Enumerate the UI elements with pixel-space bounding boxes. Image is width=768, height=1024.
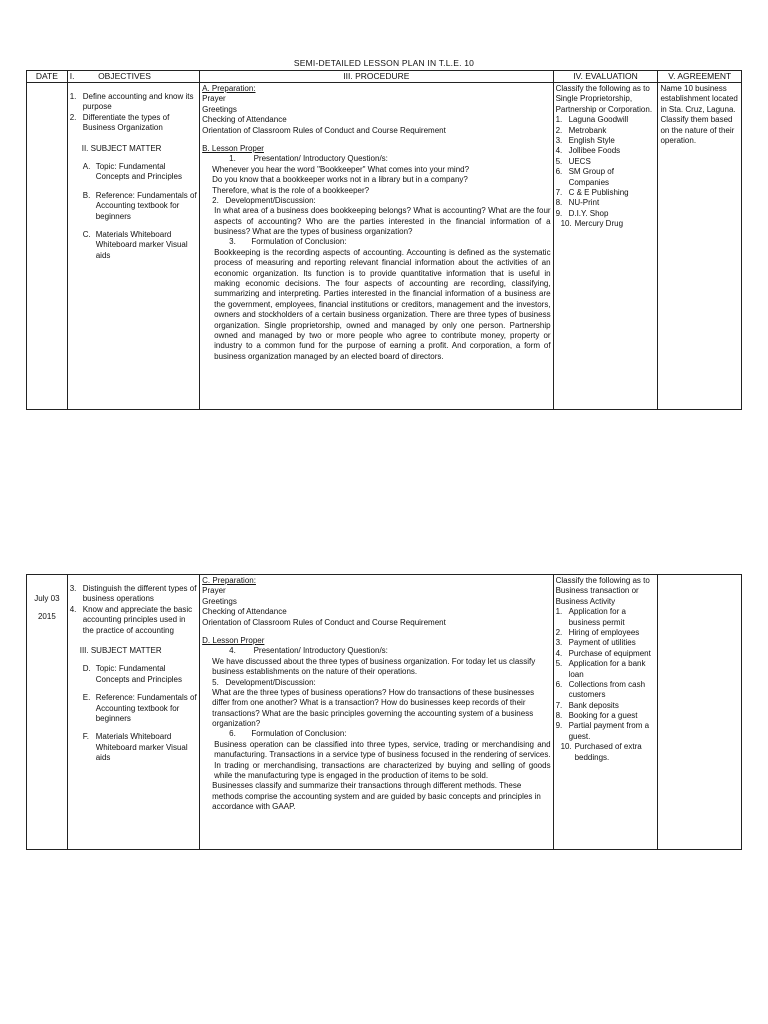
evaluation-number: 10. <box>560 742 572 752</box>
header-date: DATE <box>27 71 68 83</box>
lesson-plan-table-2 <box>26 574 742 850</box>
evaluation-number: 2. <box>555 125 563 135</box>
evaluation-number: 1. <box>555 115 563 125</box>
agreement-cell <box>658 83 742 410</box>
procedure-paragraph: In what area of a business does bookkeeping belongs? What is accounting? What are the four aspects of accounting? Who are the parties interested in the financial information of a business? What are the types of business organization? <box>214 206 551 237</box>
objective-number: 3. <box>69 584 77 593</box>
evaluation-number: 5. <box>555 659 563 669</box>
subject-matter-item <box>70 230 197 261</box>
evaluation-text: Application for a business permit <box>568 607 626 627</box>
evaluation-number: 2. <box>555 627 563 637</box>
evaluation-text: Laguna Goodwill <box>568 115 629 125</box>
objective-item <box>70 605 197 636</box>
subject-matter-letter: F. <box>82 732 89 742</box>
evaluation-number: 6. <box>555 167 563 177</box>
procedure-line: Do you know that a bookkeeper works not in a library but in a company? <box>212 175 468 185</box>
objective-text: Distinguish the different types of business operations <box>82 584 197 604</box>
evaluation-text: NU-Print <box>568 198 600 208</box>
subject-matter-text: Materials Whiteboard Whiteboard marker Visual aids <box>95 732 188 763</box>
step-heading: 4. Presentation/ Introductory Question/s: <box>229 646 388 656</box>
preparation-heading: A. Preparation: <box>202 84 256 93</box>
procedure-paragraph: We have discussed about the three types of business organization. For today let us classify business establishments on the nature of their operations. <box>212 656 536 677</box>
objective-item <box>70 584 197 605</box>
evaluation-item <box>556 188 656 198</box>
subject-matter-text: Reference: Fundamentals of Accounting textbook for beginners <box>95 190 197 221</box>
evaluation-item <box>556 628 656 638</box>
evaluation-item <box>556 638 656 648</box>
evaluation-instructions: Classify the following as to Single Proprietorship, Partnership or Corporation. <box>555 84 653 114</box>
evaluation-text: Jollibee Foods <box>568 146 621 156</box>
evaluation-text: Hiring of employees <box>568 627 640 637</box>
evaluation-number: 10. <box>560 219 572 229</box>
objective-text: Differentiate the types of Business Organization <box>82 112 170 133</box>
evaluation-item <box>556 659 656 680</box>
agreement-cell <box>658 575 742 850</box>
evaluation-number: 3. <box>555 135 563 145</box>
subject-matter-item <box>70 664 197 685</box>
procedure-cell <box>200 575 553 850</box>
subject-matter-letter: E. <box>82 693 91 703</box>
evaluation-text: SM Group of Companies <box>568 167 614 187</box>
evaluation-item <box>556 649 656 659</box>
procedure-line: Checking of Attendance <box>202 115 287 125</box>
date-value: July 03 <box>34 594 60 603</box>
objective-text: Define accounting and know its purpose <box>82 92 194 112</box>
procedure-line: Greetings <box>202 596 237 606</box>
subject-matter-item <box>70 191 197 222</box>
procedure-paragraph: What are the three types of business operations? How do transactions of these businesses differ from one another? What is a transaction? How do businesses keep records of their transactions? What are the basic principles governing the accounting system of a business organization? <box>212 687 535 729</box>
evaluation-cell <box>553 575 658 850</box>
evaluation-text: Bank deposits <box>568 700 619 710</box>
evaluation-item <box>556 136 656 146</box>
header-evaluation: IV. EVALUATION <box>553 71 658 83</box>
subject-matter-letter: B. <box>82 190 91 200</box>
evaluation-number: 4. <box>555 146 563 156</box>
step-heading: 6. Formulation of Conclusion: <box>229 729 347 739</box>
procedure-cell <box>200 83 553 410</box>
evaluation-text: UECS <box>568 156 591 166</box>
evaluation-item <box>556 607 656 628</box>
evaluation-number: 7. <box>555 700 563 710</box>
procedure-line: Whenever you hear the word "Bookkeeper" What comes into your mind? <box>212 164 470 174</box>
subject-matter-text: Topic: Fundamental Concepts and Principles <box>95 664 183 684</box>
date-cell <box>27 575 68 850</box>
header-row <box>27 71 742 83</box>
evaluation-text: Mercury Drug <box>574 219 624 229</box>
evaluation-number: 9. <box>555 208 563 218</box>
date-cell <box>27 83 68 410</box>
plan-row <box>27 575 742 850</box>
evaluation-item <box>556 126 656 136</box>
subject-matter-item <box>70 693 197 724</box>
evaluation-number: 8. <box>555 198 563 208</box>
evaluation-text: English Style <box>568 135 615 145</box>
evaluation-item <box>556 701 656 711</box>
evaluation-text: Application for a bank loan <box>568 659 646 679</box>
lesson-plan-table-1 <box>26 70 742 410</box>
evaluation-number: 5. <box>555 156 563 166</box>
preparation-heading: C. Preparation: <box>202 576 256 585</box>
evaluation-item <box>556 198 656 208</box>
objective-number: 2. <box>69 112 77 122</box>
evaluation-text: Purchased of extra beddings. <box>574 742 642 762</box>
procedure-paragraph: Businesses classify and summarize their transactions through different methods. These methods comprise the accounting system and are guided by basic concepts and principles in accordance with GAAP. <box>212 781 541 812</box>
subject-matter-letter: A. <box>82 161 91 171</box>
evaluation-cell <box>553 83 658 410</box>
evaluation-text: C & E Publishing <box>568 187 629 197</box>
evaluation-item <box>556 167 656 188</box>
objective-number: 4. <box>69 604 77 614</box>
procedure-line: Checking of Attendance <box>202 607 287 617</box>
lesson-proper-heading: D. Lesson Proper <box>202 635 265 645</box>
evaluation-text: Purchase of equipment <box>568 648 651 658</box>
objective-text: Know and appreciate the basic accounting principles used in the practice of accounting <box>82 604 193 635</box>
objective-number: 1. <box>69 92 77 101</box>
evaluation-item <box>556 721 656 742</box>
procedure-paragraph: Business operation can be classified into three types, service, trading or merchandising and manufacturing. Transactions in a service type of business focused in the rendering of services. In trading or merchandising, transactions are characterized by buying and selling of goods while the manufacturing type is engaged in the production of items to be sold. <box>214 739 551 781</box>
subject-matter-item <box>70 732 197 763</box>
objective-item <box>70 92 197 113</box>
procedure-line: Prayer <box>202 94 226 104</box>
evaluation-text: Collections from cash customers <box>568 679 646 700</box>
subject-matter-heading: III. SUBJECT MATTER <box>79 645 162 655</box>
evaluation-item <box>556 711 656 721</box>
procedure-line: Therefore, what is the role of a bookkeeper? <box>212 185 370 195</box>
subject-matter-letter: D. <box>82 664 91 674</box>
subject-matter-text: Reference: Fundamentals of Accounting textbook for beginners <box>95 693 197 723</box>
objective-item <box>70 113 197 134</box>
procedure-line: Greetings <box>202 104 237 114</box>
evaluation-number: 9. <box>555 721 563 731</box>
evaluation-text: Booking for a guest <box>568 711 638 721</box>
procedure-paragraph: Bookkeeping is the recording aspects of accounting. Accounting is defined as the systematic process of measuring and reporting relevant financial information about the activities of an economic organization. Its function is to provide quantitative information that is useful in making economic decisions. The four aspects of accounting are recording, classifying, summarizing and interpreting. Parties interested in the financial information of a business are the government, employees, financial institutions or creditors, management and the investors, owners and stockholders of a certain business organization. There are three types of business organization. Single proprietorship, owned and managed by only one person. Partnership owned and managed by two or more people who agree to contribute money, property or industry to a common fund for the purpose of earning a profit. And corporation, a form of business organization managed by an elected board of directors. <box>214 247 551 361</box>
evaluation-number: 4. <box>555 648 563 658</box>
evaluation-number: 6. <box>555 679 563 689</box>
evaluation-instructions: Classify the following as to Business transaction or Business Activity <box>555 576 650 606</box>
subject-matter-item <box>70 162 197 183</box>
step-heading: 1. Presentation/ Introductory Question/s: <box>229 154 388 164</box>
document-title: SEMI-DETAILED LESSON PLAN IN T.L.E. 10 <box>293 58 475 68</box>
agreement-text: Name 10 business establishment located in Sta. Cruz, Laguna. Classify them based on the nature of their operation. <box>660 84 738 145</box>
evaluation-text: Metrobank <box>568 125 607 135</box>
evaluation-item <box>556 209 656 219</box>
evaluation-item <box>556 742 656 763</box>
procedure-line: Orientation of Classroom Rules of Conduct and Course Requirement <box>202 125 446 135</box>
step-heading: 2. Development/Discussion: <box>212 195 316 205</box>
evaluation-number: 7. <box>555 187 563 197</box>
header-procedure: III. PROCEDURE <box>200 71 553 83</box>
lesson-proper-heading: B. Lesson Proper <box>202 143 264 153</box>
step-heading: 5. Development/Discussion: <box>212 677 316 687</box>
evaluation-text: D.I.Y. Shop <box>568 208 609 218</box>
header-agreement: V. AGREEMENT <box>658 71 742 83</box>
evaluation-item <box>556 157 656 167</box>
objectives-cell <box>67 83 199 410</box>
evaluation-text: Payment of utilities <box>568 638 636 648</box>
procedure-line: Prayer <box>202 586 226 596</box>
year-value: 2015 <box>37 612 56 622</box>
subject-matter-text: Materials Whiteboard Whiteboard marker Visual aids <box>95 229 188 260</box>
evaluation-number: 8. <box>555 711 563 721</box>
subject-matter-text: Topic: Fundamental Concepts and Principles <box>95 161 183 182</box>
evaluation-text: Partial payment from a guest. <box>568 721 650 741</box>
evaluation-item <box>556 219 656 229</box>
subject-matter-letter: C. <box>82 229 91 239</box>
evaluation-item <box>556 680 656 701</box>
evaluation-item <box>556 115 656 125</box>
evaluation-item <box>556 146 656 156</box>
evaluation-number: 3. <box>555 638 563 648</box>
plan-row <box>27 83 742 410</box>
evaluation-number: 1. <box>555 607 563 617</box>
subject-matter-heading: II. SUBJECT MATTER <box>81 143 162 153</box>
header-objectives: I. OBJECTIVES <box>67 71 199 83</box>
objectives-cell <box>67 575 199 850</box>
procedure-line: Orientation of Classroom Rules of Conduct and Course Requirement <box>202 617 446 627</box>
step-heading: 3. Formulation of Conclusion: <box>229 237 347 247</box>
